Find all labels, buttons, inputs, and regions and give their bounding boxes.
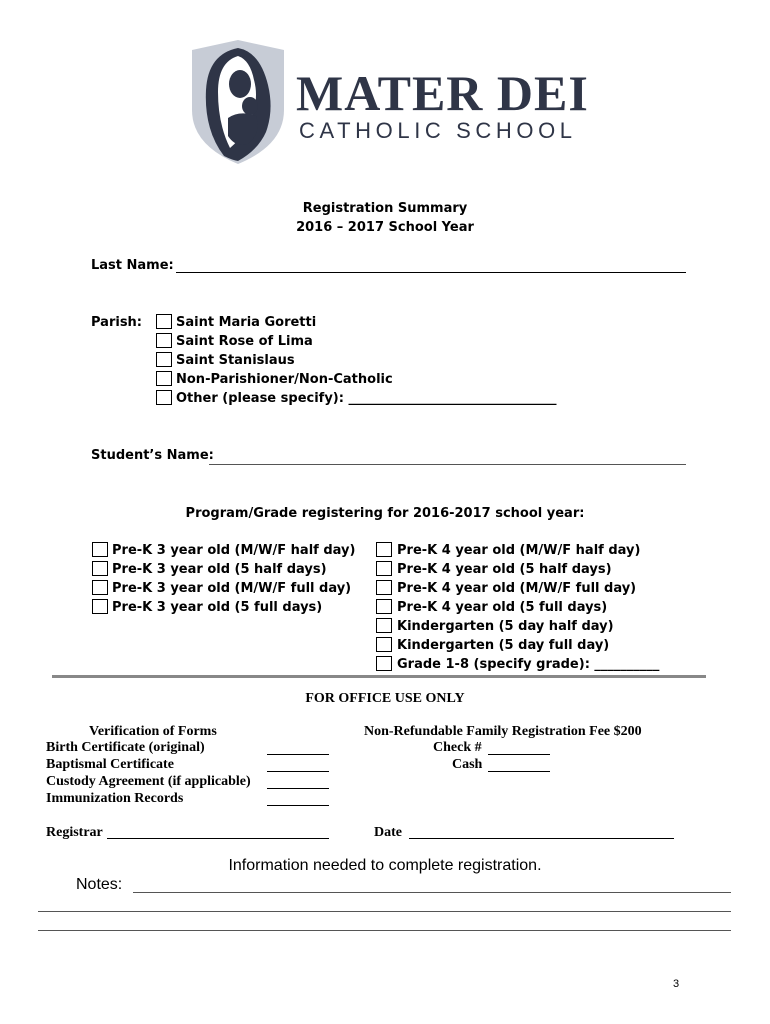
program-checkbox[interactable]	[376, 618, 392, 633]
logo-subtitle: CATHOLIC SCHOOL	[299, 118, 577, 143]
parish-checkbox[interactable]	[156, 314, 172, 329]
last-name-label: Last Name:	[91, 258, 174, 273]
program-checkbox[interactable]	[376, 599, 392, 614]
logo-title: MATER DEI	[296, 65, 589, 121]
form-check-line[interactable]	[267, 805, 329, 806]
program-checkbox[interactable]	[376, 542, 392, 557]
form-check-line[interactable]	[267, 771, 329, 772]
program-heading: Program/Grade registering for 2016-2017 school year:	[185, 506, 585, 521]
registrar-label: Registrar	[46, 825, 103, 840]
notes-line[interactable]	[133, 892, 731, 893]
program-checkbox[interactable]	[92, 580, 108, 595]
program-option-label: Kindergarten (5 day half day)	[397, 619, 614, 634]
verification-heading: Verification of Forms	[89, 724, 217, 739]
program-checkbox[interactable]	[376, 580, 392, 595]
notes-line[interactable]	[38, 930, 731, 931]
parish-checkbox[interactable]	[156, 371, 172, 386]
school-logo	[188, 40, 588, 165]
program-checkbox[interactable]	[92, 542, 108, 557]
form-title: Registration Summary	[302, 201, 468, 216]
program-checkbox[interactable]	[376, 561, 392, 576]
parish-checkbox[interactable]	[156, 390, 172, 405]
program-option-label: Pre-K 4 year old (5 half days)	[397, 562, 612, 577]
parish-checkbox[interactable]	[156, 352, 172, 367]
program-option-label: Pre-K 4 year old (M/W/F full day)	[397, 581, 637, 596]
last-name-field[interactable]	[176, 272, 686, 273]
check-number-field[interactable]	[488, 754, 550, 755]
date-field[interactable]	[409, 838, 674, 839]
program-option-label: Kindergarten (5 day full day)	[397, 638, 610, 653]
program-checkbox[interactable]	[92, 561, 108, 576]
parish-option-label: Other (please specify): ________________________________	[176, 391, 557, 406]
check-label: Check #	[433, 740, 482, 755]
form-item-label: Birth Certificate (original)	[46, 740, 205, 755]
program-option-label: Pre-K 3 year old (5 full days)	[112, 600, 323, 615]
student-name-field[interactable]	[209, 464, 686, 465]
form-item-label: Custody Agreement (if applicable)	[46, 774, 251, 789]
info-note: Information needed to complete registration.	[228, 857, 542, 874]
form-item-label: Baptismal Certificate	[46, 757, 174, 772]
program-option-label: Pre-K 4 year old (M/W/F half day)	[397, 543, 641, 558]
parish-option-label: Non-Parishioner/Non-Catholic	[176, 372, 393, 387]
notes-line[interactable]	[38, 911, 731, 912]
parish-option-label: Saint Stanislaus	[176, 353, 295, 368]
form-check-line[interactable]	[267, 754, 329, 755]
cash-field[interactable]	[488, 771, 550, 772]
parish-option-label: Saint Maria Goretti	[176, 315, 317, 330]
program-option-label: Pre-K 4 year old (5 full days)	[397, 600, 608, 615]
program-option-label: Pre-K 3 year old (M/W/F half day)	[112, 543, 356, 558]
program-checkbox[interactable]	[92, 599, 108, 614]
program-checkbox[interactable]	[376, 637, 392, 652]
notes-label: Notes:	[76, 876, 123, 893]
program-option-label: Pre-K 3 year old (M/W/F full day)	[112, 581, 352, 596]
office-heading: FOR OFFICE USE ONLY	[305, 691, 465, 706]
program-option-label: Grade 1-8 (specify grade): __________	[397, 657, 660, 672]
parish-label: Parish:	[91, 315, 143, 330]
program-option-label: Pre-K 3 year old (5 half days)	[112, 562, 327, 577]
page-number: 3	[673, 978, 680, 990]
school-year: 2016 – 2017 School Year	[296, 220, 474, 235]
program-checkbox[interactable]	[376, 656, 392, 671]
fee-heading: Non-Refundable Family Registration Fee $200	[364, 724, 642, 739]
office-divider	[52, 675, 706, 678]
cash-label: Cash	[452, 757, 483, 772]
parish-option-label: Saint Rose of Lima	[176, 334, 313, 349]
registrar-field[interactable]	[107, 838, 329, 839]
student-name-label: Student’s Name:	[91, 448, 214, 463]
date-label: Date	[374, 825, 402, 840]
madonna-child-shield-icon	[188, 40, 288, 165]
form-item-label: Immunization Records	[46, 791, 184, 806]
parish-checkbox[interactable]	[156, 333, 172, 348]
form-check-line[interactable]	[267, 788, 329, 789]
